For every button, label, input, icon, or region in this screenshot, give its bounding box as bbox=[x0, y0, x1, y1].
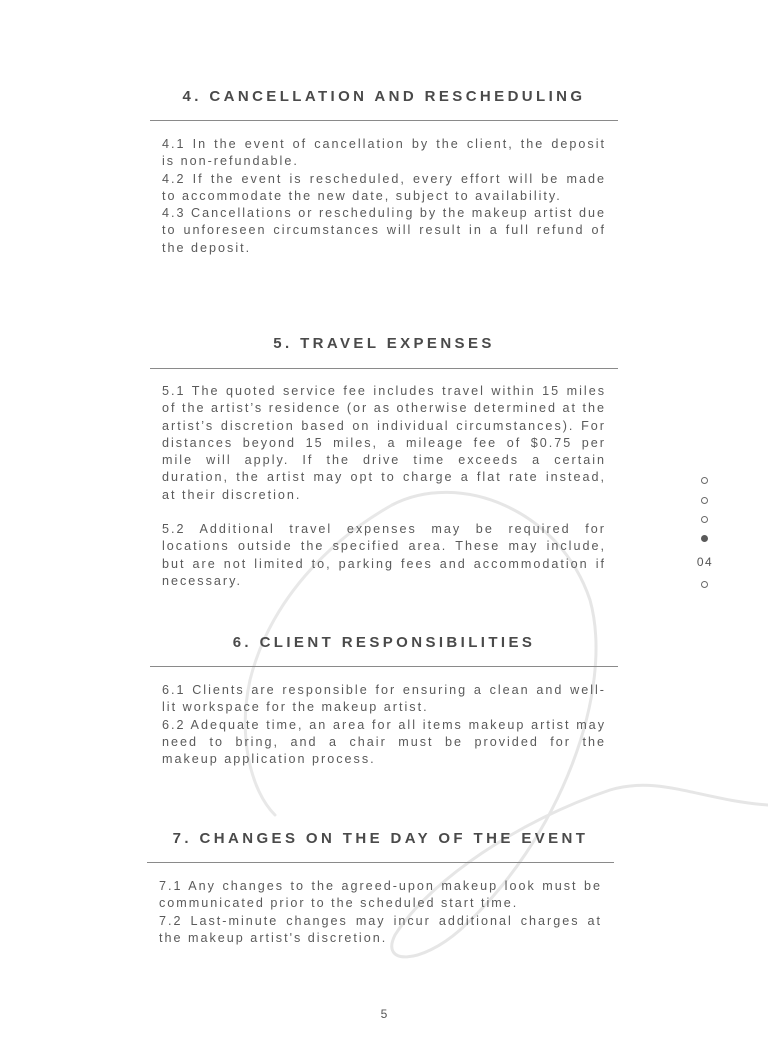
clause-4-3: 4.3 Cancellations or rescheduling by the makeup artist due to unforeseen circumstances will result in a full refund of the deposit. bbox=[162, 206, 606, 255]
clause-7-2: 7.2 Last-minute changes may incur additional charges at the makeup artist's discretion. bbox=[159, 913, 602, 945]
clause-7-1: 7.1 Any changes to the agreed-upon makeup look must be communicated prior to the scheduled start time. bbox=[159, 879, 602, 911]
clause-6-1: 6.1 Clients are responsible for ensuring a clean and well-lit workspace for the makeup artist. bbox=[162, 683, 606, 715]
nav-dot-section-1[interactable] bbox=[701, 477, 708, 484]
section-day-of-event-changes bbox=[147, 830, 614, 947]
section-heading: 4. CANCELLATION AND RESCHEDULING bbox=[182, 88, 586, 105]
clause-4-2: 4.2 If the event is rescheduled, every effort will be made to accommodate the new date, subject to availability. bbox=[162, 171, 606, 203]
section-heading: 6. CLIENT RESPONSIBILITIES bbox=[232, 634, 536, 651]
section-client-responsibilities bbox=[150, 634, 618, 768]
clause-5-2: 5.2 Additional travel expenses may be required for locations outside the specified area. These may include, but are not limited to, parking fees and accommodation if necessary. bbox=[162, 522, 606, 588]
nav-dot-section-3[interactable] bbox=[701, 516, 708, 523]
nav-dot-section-5[interactable] bbox=[701, 581, 708, 588]
clause-5-1: 5.1 The quoted service fee includes travel within 15 miles of the artist’s residence (or as otherwise determined at the artist’s discretion based on individual circumstances). For distances beyond 15 miles, a mileage fee of $0.75 per mile will apply. If the drive time exceeds a certain duration, the artist may opt to charge a flat rate instead, at their discretion. bbox=[162, 384, 606, 502]
section-cancellation bbox=[150, 88, 618, 257]
clause-4-1: 4.1 In the event of cancellation by the client, the deposit is non-refundable. bbox=[162, 137, 606, 169]
clause-6-2: 6.2 Adequate time, an area for all items makeup artist may need to bring, and a chair must be provided for the makeup application process. bbox=[162, 717, 606, 767]
nav-dot-section-4-active[interactable] bbox=[701, 535, 708, 542]
section-travel-expenses bbox=[150, 335, 618, 590]
section-heading: 7. CHANGES ON THE DAY OF THE EVENT bbox=[172, 830, 589, 847]
nav-dot-section-2[interactable] bbox=[701, 497, 708, 504]
section-heading: 5. TRAVEL EXPENSES bbox=[273, 335, 495, 352]
page-number: 5 bbox=[380, 1007, 388, 1021]
nav-current-label: 04 bbox=[696, 555, 714, 569]
